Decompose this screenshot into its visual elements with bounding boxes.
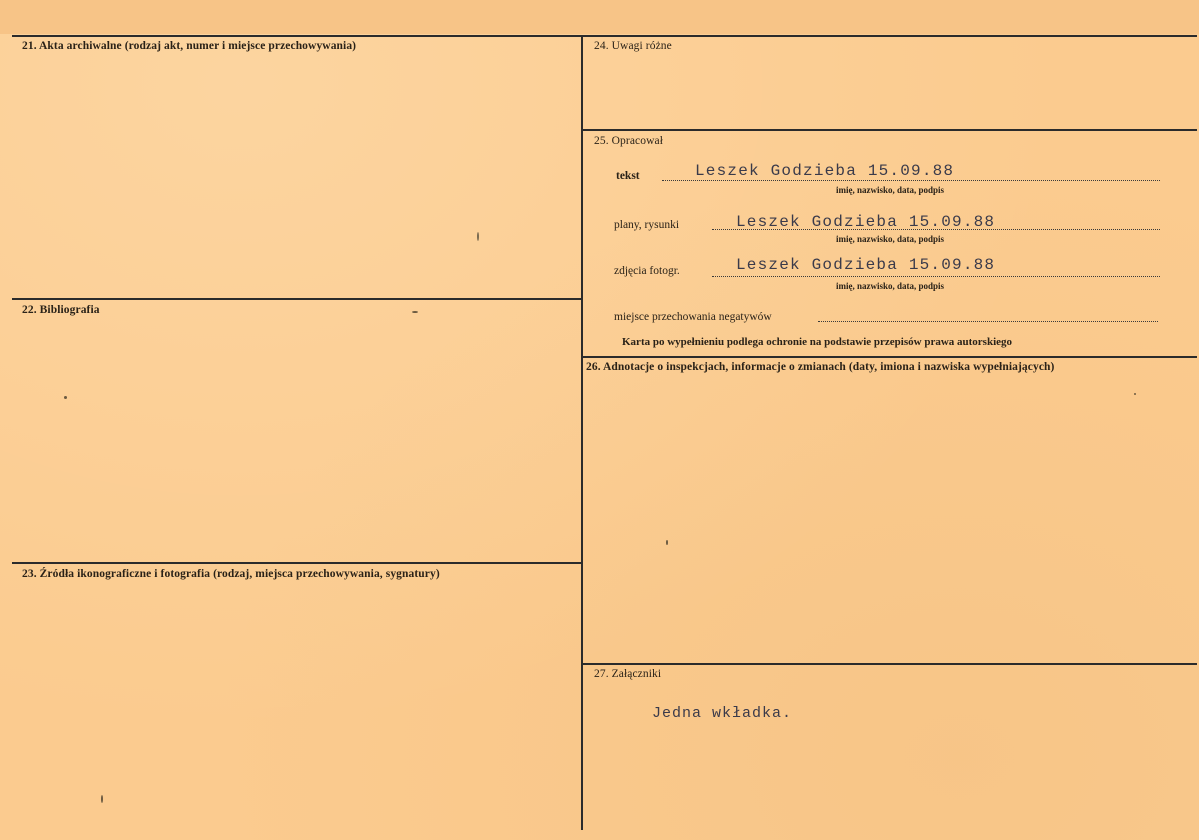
divider-25-26	[582, 356, 1197, 358]
field-label-plany: plany, rysunki	[614, 219, 680, 231]
top-rule	[12, 35, 1197, 37]
section-22-label: 22. Bibliografia	[22, 304, 100, 316]
field-caption-zdjecia: imię, nazwisko, data, podpis	[836, 281, 945, 291]
field-line-tekst	[662, 180, 1160, 181]
field-caption-tekst: imię, nazwisko, data, podpis	[836, 185, 945, 195]
divider-22-23	[12, 562, 582, 564]
section-27-label: 27. Załączniki	[594, 668, 662, 680]
field-value-zdjecia: Leszek Godzieba 15.09.88	[736, 256, 996, 274]
divider-26-27	[582, 663, 1197, 665]
field-caption-plany: imię, nazwisko, data, podpis	[836, 234, 945, 244]
center-divider	[581, 35, 583, 830]
top-edge	[0, 0, 1199, 34]
section-23-label: 23. Źródła ikonograficzne i fotografia (rodzaj, miejsca przechowywania, sygnatury)	[22, 568, 440, 580]
section-26-label: 26. Adnotacje o inspekcjach, informacje o zmianach (daty, imiona i nazwiska wypełniających)	[586, 361, 1055, 373]
divider-24-25	[582, 129, 1197, 131]
field-label-tekst: tekst	[616, 170, 640, 182]
field-line-zdjecia	[712, 276, 1160, 277]
field-label-zdjecia: zdjęcia fotogr.	[614, 265, 680, 277]
attachments-value: Jedna wkładka.	[652, 705, 793, 722]
copyright-notice: Karta po wypełnieniu podlega ochronie na podstawie przepisów prawa autorskiego	[622, 336, 1013, 348]
negatives-line	[818, 321, 1158, 322]
section-24-label: 24. Uwagi różne	[594, 40, 672, 52]
section-25-label: 25. Opracował	[594, 135, 663, 147]
divider-21-22	[12, 298, 582, 300]
field-value-plany: Leszek Godzieba 15.09.88	[736, 213, 996, 231]
negatives-label: miejsce przechowania negatywów	[614, 311, 772, 323]
field-value-tekst: Leszek Godzieba 15.09.88	[695, 162, 955, 180]
section-21-label: 21. Akta archiwalne (rodzaj akt, numer i miejsce przechowywania)	[22, 40, 357, 52]
